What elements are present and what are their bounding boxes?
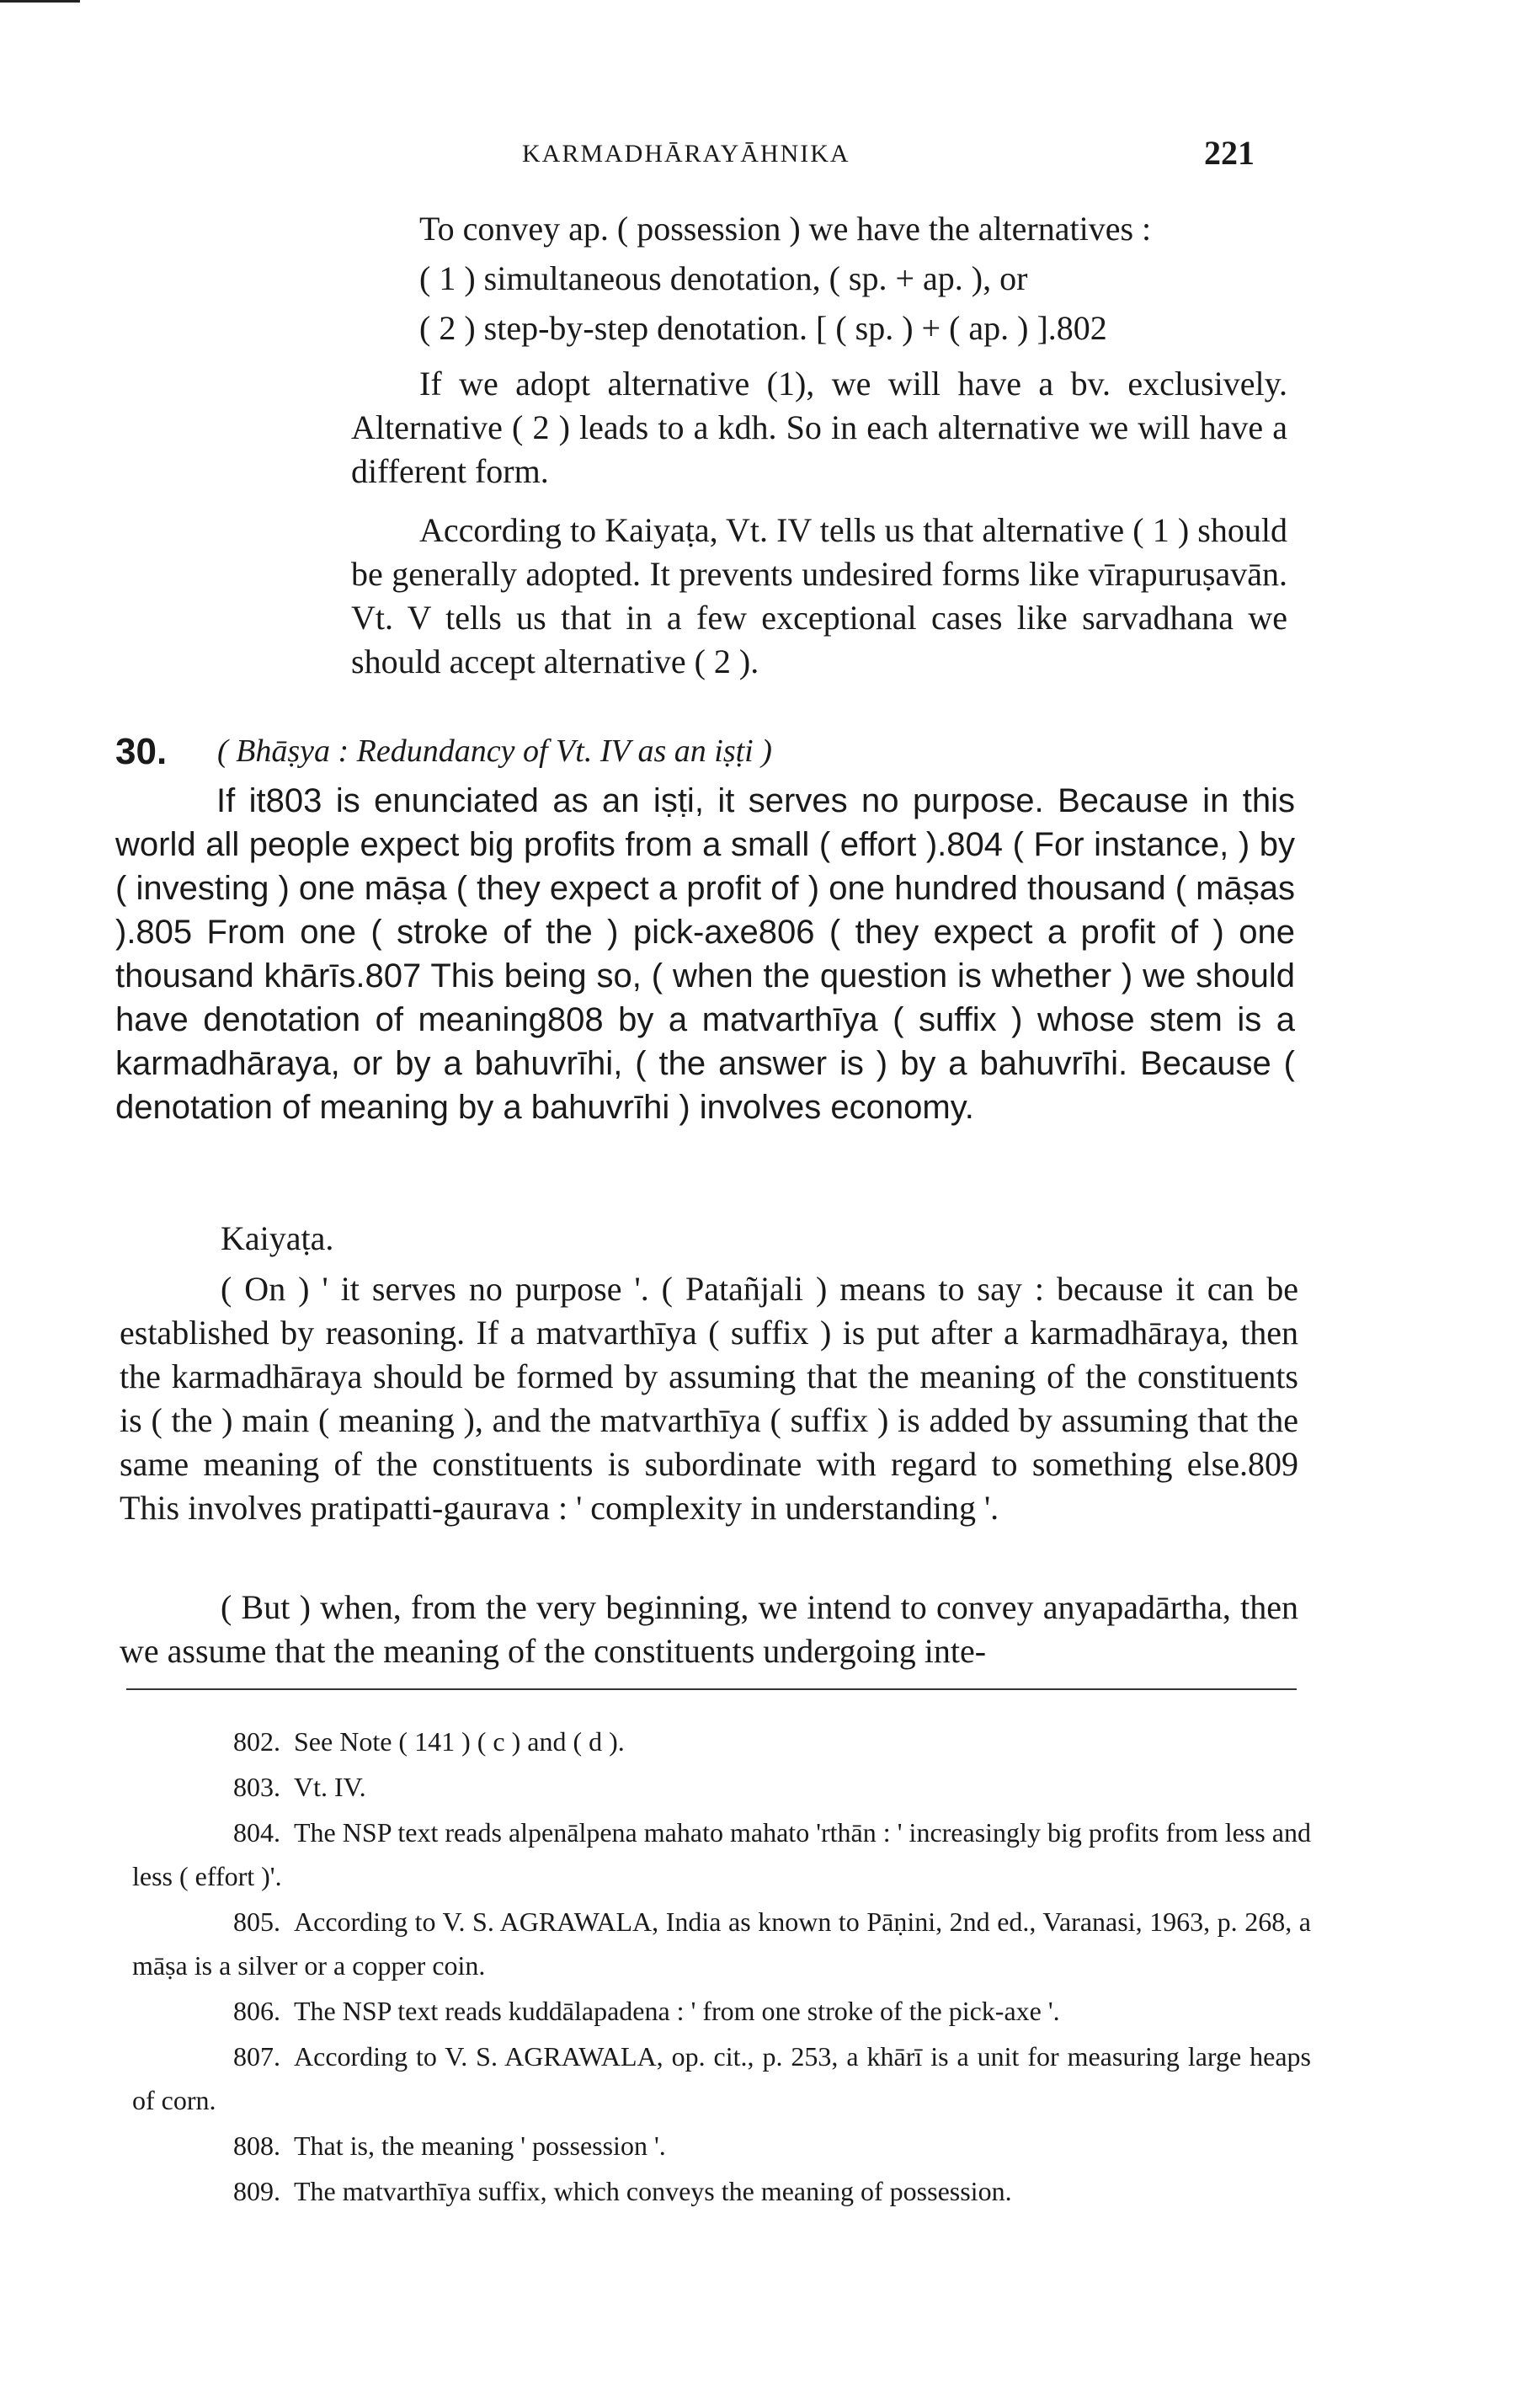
intro-alternative-2: ( 2 ) step-by-step denotation. [ ( sp. ) + ( ap. ) ].802	[419, 309, 1107, 347]
footnote: 807. According to V. S. AGRAWALA, op. cit., p. 253, a khārī is a unit for measuring large heaps of corn.	[132, 2041, 1311, 2115]
scan-edge-mark	[0, 0, 80, 3]
intro-adopt-paragraph: If we adopt alternative (1), we will have a bv. exclusively. Alternative ( 2 ) leads to a kdh. So in each alternative we will have a different form.	[351, 365, 1287, 490]
section-number: 30.	[115, 731, 168, 772]
footnote: 806. The NSP text reads kuddālapadena : ' from one stroke of the pick-axe '.	[233, 1996, 1060, 2026]
footnote: 803. Vt. IV.	[233, 1772, 366, 1802]
kaiyata-paragraph-1: ( On ) ' it serves no purpose '. ( Patañjali ) means to say : because it can be established by reasoning. If a matvarthīya ( suffix ) is put after a karmadhāraya, then the karmadhāraya should be formed by assuming that the meaning of the constituents is ( the ) main ( meaning ), and the matvarthīya ( suffix ) is added by assuming that the same meaning of the constituents is subordinate with regard to something else.809 This involves pratipatti-gaurava : ' complexity in understanding '.	[120, 1270, 1298, 1527]
footnote: 805. According to V. S. AGRAWALA, India as known to Pāṇini, 2nd ed., Varanasi, 1963, p. 268, a māṣa is a silver or a copper coin.	[132, 1906, 1311, 1981]
intro-kaiyata-paragraph: According to Kaiyaṭa, Vt. IV tells us that alternative ( 1 ) should be generally adopted. It prevents undesired forms like vīrapuruṣavān. Vt. V tells us that in a few exceptional cases like sarvadhana we should accept alternative ( 2 ).	[351, 511, 1287, 680]
kaiyata-heading: Kaiyaṭa.	[221, 1219, 334, 1257]
footnote: 808. That is, the meaning ' possession '.	[233, 2130, 666, 2161]
footnote: 809. The matvarthīya suffix, which conveys the meaning of possession.	[233, 2176, 1012, 2206]
kaiyata-paragraph-2: ( But ) when, from the very beginning, we intend to convey anyapadārtha, then we assume that the meaning of the constituents undergoing inte-	[120, 1588, 1298, 1670]
bhasya-paragraph: If it803 is enunciated as an iṣṭi, it serves no purpose. Because in this world all people expect big profits from a small ( effort ).804 ( For instance, ) by ( investing ) one māṣa ( they expect a profit of ) one hundred thousand ( māṣas ).805 From one ( stroke of the ) pick-axe806 ( they expect a profit of ) one thousand khārīs.807 This being so, ( when the question is whether ) we should have denotation of meaning808 by a matvarthīya ( suffix ) whose stem is a karmadhāraya, or by a bahuvrīhi, ( the answer is ) by a bahuvrīhi. Because ( denotation of meaning by a bahuvrīhi ) involves economy.	[115, 782, 1295, 1126]
running-title: KARMADHĀRAYĀHNIKA	[522, 140, 850, 168]
page-number: 221	[1204, 134, 1255, 172]
footnote: 802. See Note ( 141 ) ( c ) and ( d ).	[233, 1726, 625, 1757]
intro-possession: To convey ap. ( possession ) we have the alternatives :	[419, 210, 1152, 248]
section-title: ( Bhāṣya : Redundancy of Vt. IV as an iṣṭi )	[217, 733, 772, 769]
footnote: 804. The NSP text reads alpenālpena mahato mahato 'rthān : ' increasingly big profits from less and less ( effort )'.	[132, 1817, 1311, 1891]
page-header	[0, 133, 1540, 175]
footnote-separator	[126, 1688, 1297, 1690]
intro-alternative-1: ( 1 ) simultaneous denotation, ( sp. + ap. ), or	[419, 259, 1028, 297]
